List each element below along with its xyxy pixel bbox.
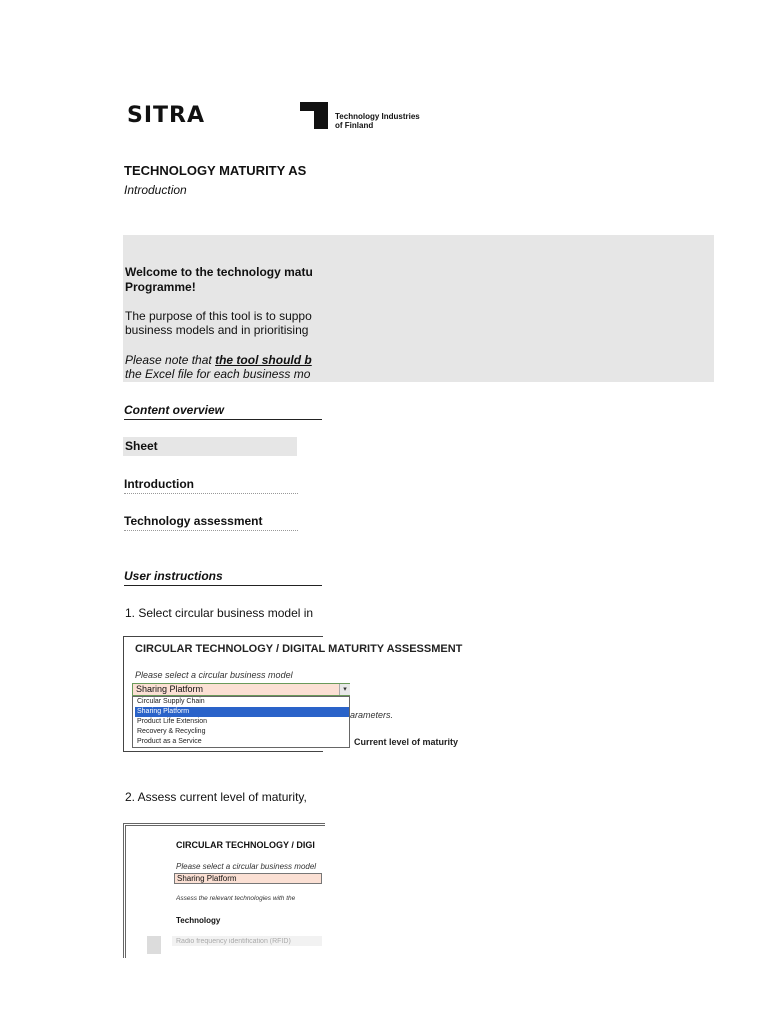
content-overview-heading: Content overview — [124, 403, 322, 420]
page-subtitle: Introduction — [124, 183, 187, 197]
shot1-option: Product as a Service — [137, 738, 202, 745]
shot1-prompt: Please select a circular business model — [135, 670, 293, 680]
note-emphasis: the tool should b — [215, 353, 312, 367]
welcome-body-line2: business models and in prioritising — [125, 323, 309, 337]
shot1-option: Circular Supply Chain — [137, 698, 205, 705]
welcome-heading — [125, 265, 322, 295]
note-prefix: Please note that — [125, 353, 216, 367]
shot1-parameters-text: arameters. — [350, 710, 394, 720]
welcome-heading-line1: Welcome to the technology matu — [125, 265, 313, 279]
chevron-down-icon: ▾ — [339, 684, 350, 695]
shot2-business-model-select: Sharing Platform — [174, 873, 322, 884]
shot1-option: Product Life Extension — [137, 718, 208, 725]
welcome-heading-line2: Programme! — [125, 280, 196, 294]
technology-industries-logo-icon — [300, 102, 328, 129]
sitra-logo: SITRA — [127, 103, 206, 128]
welcome-note-line2: the Excel file for each business mo — [125, 367, 311, 381]
welcome-note — [125, 353, 322, 381]
page-title: TECHNOLOGY MATURITY AS — [124, 163, 307, 178]
sheet-column-header: Sheet — [123, 437, 297, 456]
user-instructions-heading: User instructions — [124, 569, 322, 586]
instruction-step-1: 1. Select circular business model in — [125, 606, 314, 620]
shot1-option-selected: Sharing Platform — [135, 707, 349, 717]
shot2-row-marker — [147, 936, 161, 954]
sheet-link-technology-assessment[interactable]: Technology assessment — [124, 514, 298, 531]
shot2-title: CIRCULAR TECHNOLOGY / DIGI — [176, 840, 315, 850]
shot2-technology-header: Technology — [176, 916, 221, 925]
shot1-option: Recovery & Recycling — [137, 728, 206, 735]
shot1-title: CIRCULAR TECHNOLOGY / DIGITAL MATURITY ASSESSMENT — [135, 643, 463, 655]
welcome-note-line1 — [125, 353, 322, 367]
shot2-assess-text: Assess the relevant technologies with the — [176, 895, 296, 902]
technology-industries-logo-text — [335, 112, 420, 130]
welcome-body — [125, 309, 322, 337]
logo-text-line1: Technology Industries — [335, 112, 420, 121]
logo-text-line2: of Finland — [335, 121, 374, 130]
shot2-prompt: Please select a circular business model — [176, 862, 317, 871]
instruction-step-2: 2. Assess current level of maturity, — [125, 790, 307, 804]
shot2-first-technology-row: Radio frequency identification (RFID) — [176, 938, 291, 945]
sheet-link-introduction[interactable]: Introduction — [124, 477, 298, 494]
shot1-maturity-header: Current level of maturity — [354, 737, 459, 747]
shot1-business-model-select: Sharing Platform — [132, 683, 350, 696]
shot1-dropdown-list — [132, 696, 350, 748]
welcome-body-line1: The purpose of this tool is to suppo — [125, 309, 312, 323]
